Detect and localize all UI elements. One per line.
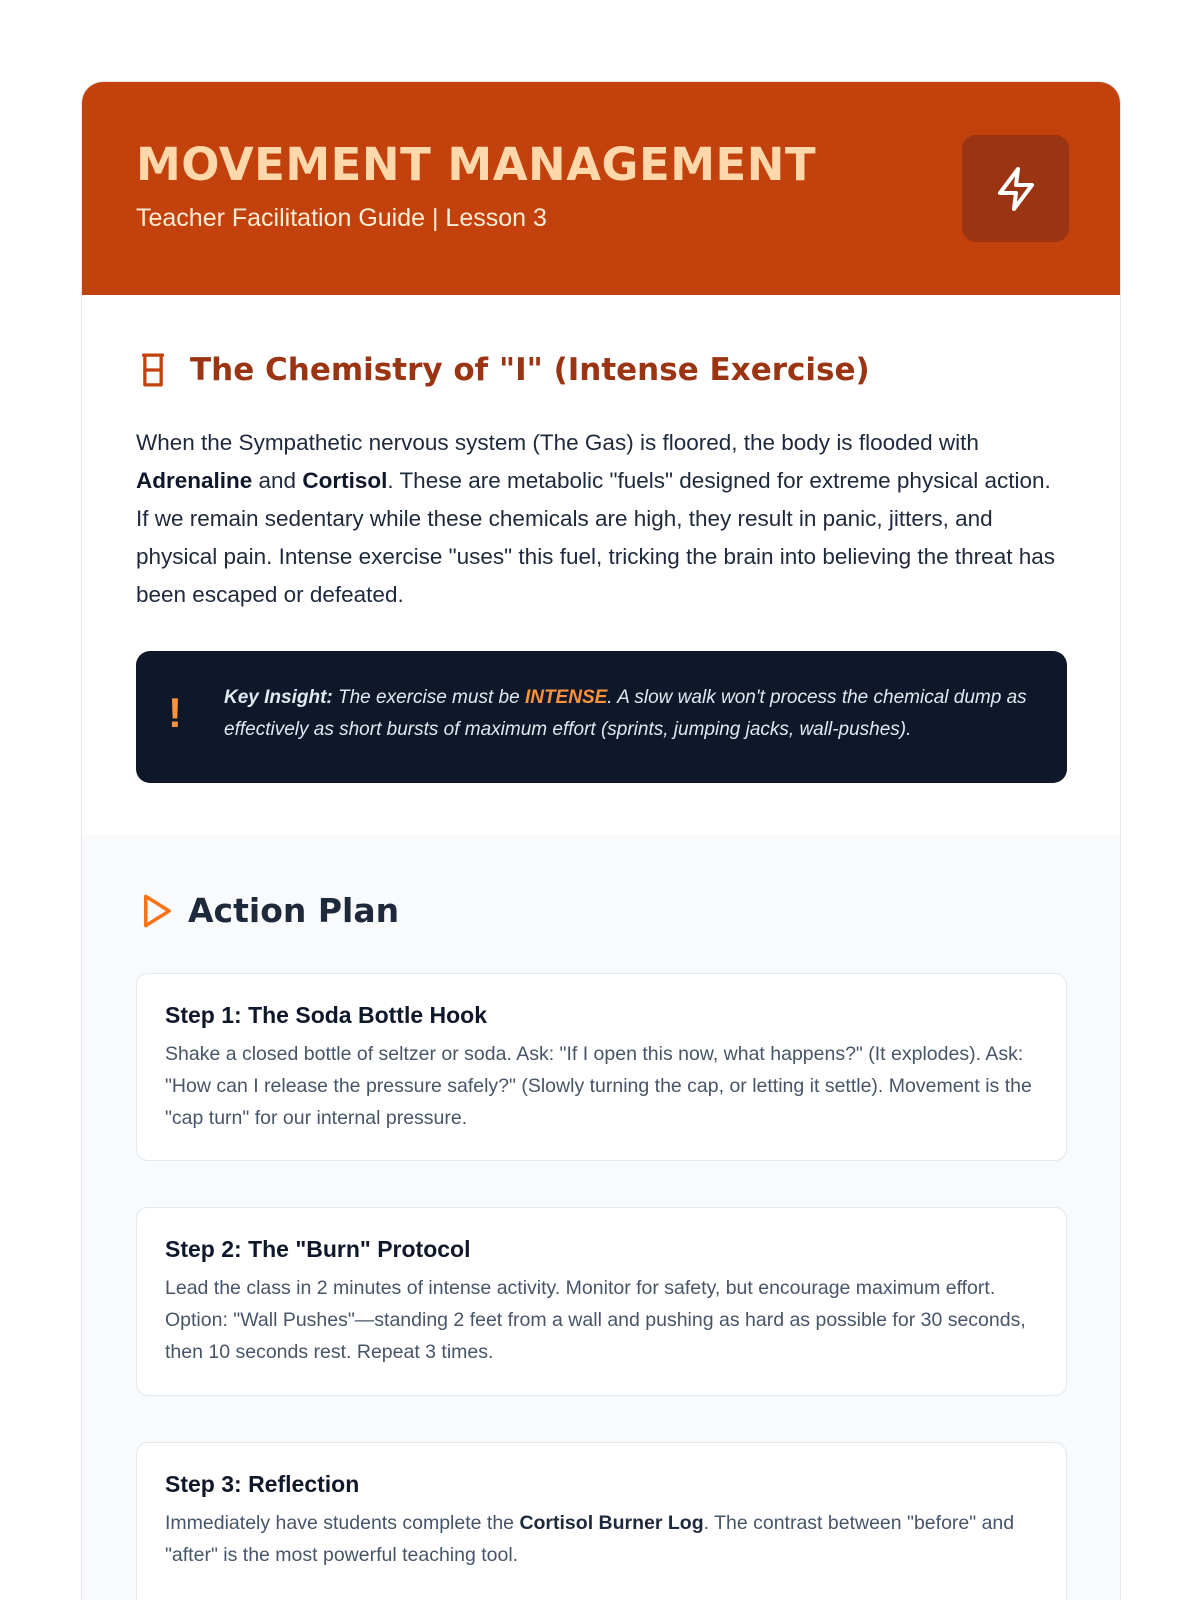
exclamation-icon: !	[168, 689, 182, 736]
step-card-3	[136, 1442, 1067, 1600]
body-text-part: and	[252, 468, 303, 493]
page-title: MOVEMENT MANAGEMENT	[136, 138, 817, 191]
page-subtitle: Teacher Facilitation Guide | Lesson 3	[136, 204, 547, 232]
step-text	[165, 1507, 1035, 1571]
step-card-2	[136, 1207, 1067, 1396]
key-insight-text	[224, 682, 1039, 746]
step-title: Step 1: The Soda Bottle Hook	[165, 1002, 488, 1028]
body-text-part: When the Sympathetic nervous system (The Gas) is floored, the body is flooded with	[136, 430, 979, 455]
action-plan-heading	[138, 891, 399, 930]
step-text-part: . The contrast between "before" and "after" is the most powerful teaching tool.	[165, 1512, 1015, 1566]
action-plan-title: Action Plan	[188, 891, 400, 930]
chemistry-title: The Chemistry of "I" (Intense Exercise)	[190, 352, 870, 388]
term-cortisol: Cortisol	[302, 468, 388, 493]
step-text: Lead the class in 2 minutes of intense activity. Monitor for safety, but encourage maximum effort. Option: "Wall Pushes"—standing 2 feet from a wall and pushing as hard as possible for 30 seconds, then 10 seconds rest. Repeat 3 times.	[165, 1277, 1026, 1363]
key-insight-label: Key Insight:	[224, 687, 333, 708]
lightning-bolt-icon	[992, 163, 1040, 215]
step-title: Step 3: Reflection	[165, 1471, 360, 1497]
step-title: Step 2: The "Burn" Protocol	[165, 1236, 471, 1262]
insight-highlight: INTENSE	[524, 687, 608, 708]
body-text-part: . These are metabolic "fuels" designed for extreme physical action. If we remain sedentary while these chemicals are high, they result in panic, jitters, and physical pain. Intense exercise "uses" this fuel, tricking the brain into believing the threat has been escaped or defeated.	[136, 468, 1055, 607]
beaker-icon	[136, 351, 170, 389]
chemistry-heading	[136, 351, 870, 389]
lesson-header	[82, 82, 1120, 295]
play-icon	[138, 892, 174, 930]
chemistry-body	[136, 424, 1061, 614]
insight-text-part: The exercise must be	[332, 687, 525, 708]
step-card-1	[136, 973, 1067, 1161]
cortisol-burner-log-term: Cortisol Burner Log	[519, 1512, 704, 1534]
key-insight-callout	[136, 651, 1067, 783]
action-plan-section	[82, 835, 1121, 1600]
lightning-badge	[962, 135, 1069, 242]
step-text: Shake a closed bottle of seltzer or soda. Ask: "If I open this now, what happens?" (It explodes). Ask: "How can I release the pressure safely?" (Slowly turning the cap, or letting it settle). Movement is the "cap turn" for our internal pressure.	[165, 1043, 1032, 1129]
term-adrenaline: Adrenaline	[136, 468, 253, 493]
insight-text-part: . A slow walk won't process the chemical dump as effectively as short bursts of maximum effort (sprints, jumping jacks, wall-pushes).	[224, 687, 1027, 740]
step-text-part: Immediately have students complete the	[165, 1512, 520, 1534]
lesson-card	[81, 81, 1121, 1600]
